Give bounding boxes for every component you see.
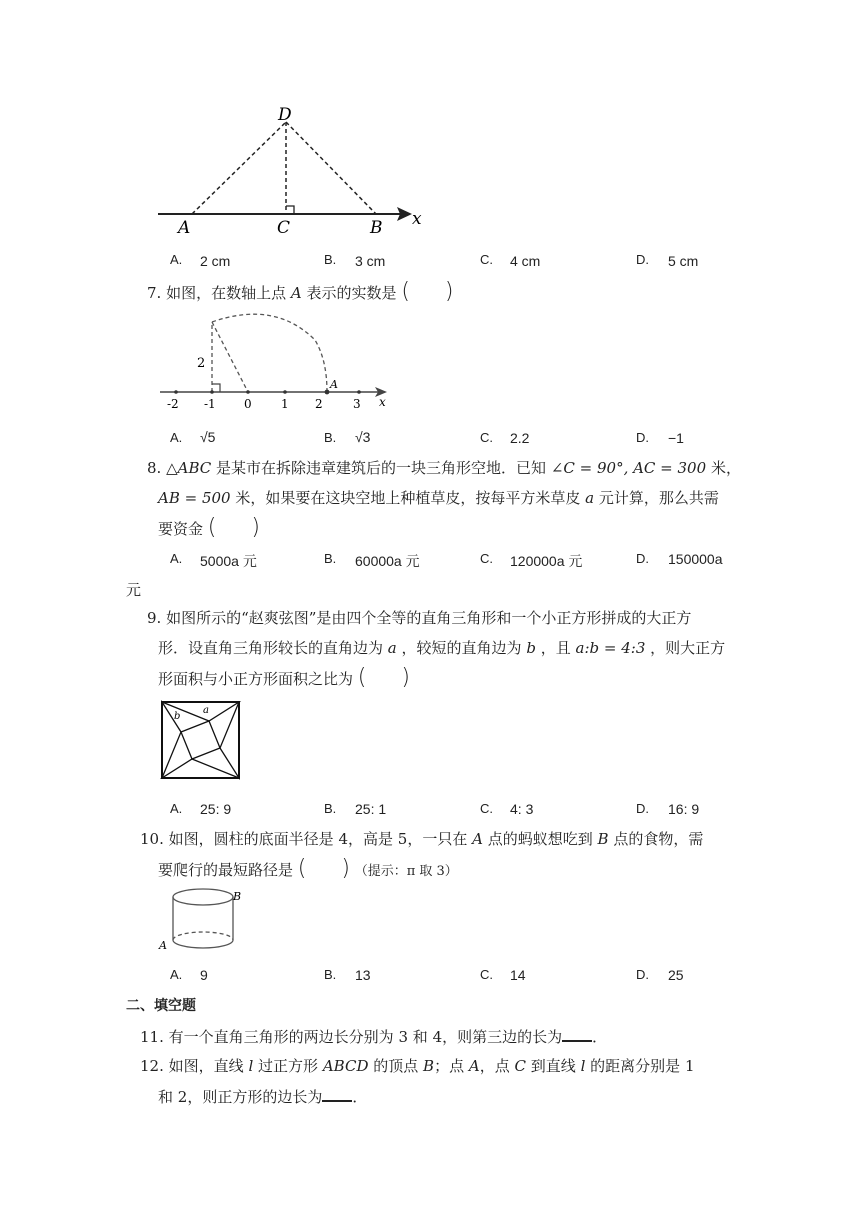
answer-blank[interactable] <box>322 1086 352 1102</box>
q9-line3: 形面积与小正方形面积之比为 ( ) <box>158 665 410 690</box>
option-letter: A. <box>170 252 183 267</box>
question-number: 10. <box>140 830 164 848</box>
option-value: 13 <box>355 967 371 983</box>
label-x: x <box>379 395 386 409</box>
label-b: b <box>174 711 181 722</box>
label-A: A <box>178 218 191 238</box>
section-title: 二、填空题 <box>126 998 196 1014</box>
q7-stem <box>147 279 454 304</box>
option-value: 16: 9 <box>668 801 700 817</box>
option-letter: C. <box>480 967 493 982</box>
point-A <box>325 390 330 395</box>
tick-label: 0 <box>244 397 252 411</box>
q12-line1: 12. 如图，直线 l 过正方形 ABCD 的顶点 B；点 A，点 C 到直线 l 的距离分别是 1 <box>140 1057 695 1075</box>
right-angle-mark <box>286 206 294 214</box>
answer-paren[interactable]: ( ) <box>401 279 454 304</box>
option-value: 2.2 <box>510 430 530 446</box>
option-letter: B. <box>324 967 337 982</box>
cylinder-top <box>173 889 233 905</box>
cylinder-bottom-back <box>173 932 233 940</box>
option-value: 14 <box>510 967 526 983</box>
q8-line1: 8. △ABC 是某市在拆除违章建筑后的一块三角形空地．已知 ∠C = 90°, AC = 300 米， <box>147 459 741 477</box>
question-number: 11. <box>140 1028 164 1046</box>
label-x: x <box>412 209 422 229</box>
option-value: 3 cm <box>355 253 386 269</box>
label-C: C <box>277 218 291 238</box>
label-D: D <box>278 105 292 125</box>
q8-line3: 要资金 ( ) <box>158 515 260 540</box>
q10-cylinder-figure <box>155 885 255 957</box>
option-value: 120000a 元 <box>510 553 583 569</box>
option-value: 25: 1 <box>355 801 387 817</box>
option-value: 4: 3 <box>510 801 534 817</box>
arc-dashed <box>212 314 327 392</box>
label-B: B <box>233 890 242 903</box>
q6-figure <box>150 100 430 240</box>
option-letter: D. <box>636 967 649 982</box>
q11-stem: 11. 有一个直角三角形的两边长分别为 3 和 4，则第三边的长为 ． <box>140 1028 608 1046</box>
option-value: 4 cm <box>510 253 541 269</box>
option-letter: A. <box>170 801 183 816</box>
option-letter: A. <box>170 967 183 982</box>
option-letter: B. <box>324 252 337 267</box>
q9-zhaoshuang-figure <box>160 700 242 780</box>
q7-text-b: 表示的实数是 <box>306 284 397 302</box>
answer-paren[interactable]: ( ) <box>297 856 350 881</box>
option-letter: B. <box>324 430 337 445</box>
option-letter: D. <box>636 252 649 267</box>
tick-label: 3 <box>353 397 361 411</box>
q12-line2: 和 2，则正方形的边长为 ． <box>158 1088 368 1106</box>
option-value: 9 <box>200 967 208 983</box>
cylinder-bottom-front <box>173 940 233 948</box>
option-letter: A. <box>170 551 183 566</box>
q9-line2: 形．设直角三角形较长的直角边为 a ，较短的直角边为 b ，且 a:b = 4:3 ，则大正方 <box>158 639 726 657</box>
question-number: 9. <box>147 609 162 627</box>
option-value: 5000a 元 <box>200 553 257 569</box>
answer-blank[interactable] <box>562 1026 592 1042</box>
question-number: 7. <box>147 284 162 302</box>
q7-text: 如图，在数轴上点 <box>166 284 287 302</box>
option-value: 25 <box>668 967 684 983</box>
option-value: 150000a <box>668 551 723 567</box>
option-letter: B. <box>324 551 337 566</box>
option-letter: D. <box>636 801 649 816</box>
label-A: A <box>330 378 338 391</box>
tick-label: 2 <box>315 397 323 411</box>
answer-paren[interactable]: ( ) <box>357 665 410 690</box>
option-letter: C. <box>480 430 493 445</box>
q10-line2: 要爬行的最短路径是 ( ) （提示：π 取 3） <box>158 856 458 881</box>
option-letter: D. <box>636 430 649 445</box>
tick-label: -2 <box>167 397 179 411</box>
question-number: 12. <box>140 1057 164 1075</box>
inner-square <box>181 721 220 759</box>
option-letter: B. <box>324 801 337 816</box>
q10-line1: 10. 如图，圆柱的底面半径是 4，高是 5，一只在 A 点的蚂蚁想吃到 B 点的食物，需 <box>140 830 704 848</box>
option-letter: C. <box>480 801 493 816</box>
q9-line1: 9. 如图所示的“赵爽弦图”是由四个全等的直角三角形和一个小正方形拼成的大正方 <box>147 609 692 627</box>
option-letter: A. <box>170 430 183 445</box>
option-value: 25: 9 <box>200 801 232 817</box>
label-B: B <box>370 218 383 238</box>
option-letter: D. <box>636 551 649 566</box>
option-value: √3 <box>355 429 371 445</box>
q7-number-line-figure <box>155 310 395 415</box>
hypotenuse-dashed <box>212 322 248 392</box>
segment-DB <box>286 122 376 214</box>
option-letter: C. <box>480 551 493 566</box>
option-value: √5 <box>200 429 216 445</box>
option-value: 2 cm <box>200 253 231 269</box>
q7-var: A <box>290 284 302 302</box>
question-number: 8. <box>147 459 162 477</box>
tick-label: -1 <box>204 397 216 411</box>
option-value: 60000a 元 <box>355 553 420 569</box>
height-label: 2 <box>197 356 206 371</box>
tick-label: 1 <box>281 397 289 411</box>
option-letter: C. <box>480 252 493 267</box>
option-value: −1 <box>668 430 684 446</box>
segment-DA <box>192 122 286 214</box>
label-A: A <box>159 939 167 952</box>
answer-paren[interactable]: ( ) <box>207 515 260 540</box>
label-a: a <box>203 705 209 716</box>
q8-option-overflow: 元 <box>126 581 142 599</box>
q8-line2: AB = 500 米，如果要在这块空地上种植草皮，按每平方米草皮 a 元计算，那么共需 <box>158 489 719 507</box>
option-value: 5 cm <box>668 253 699 269</box>
